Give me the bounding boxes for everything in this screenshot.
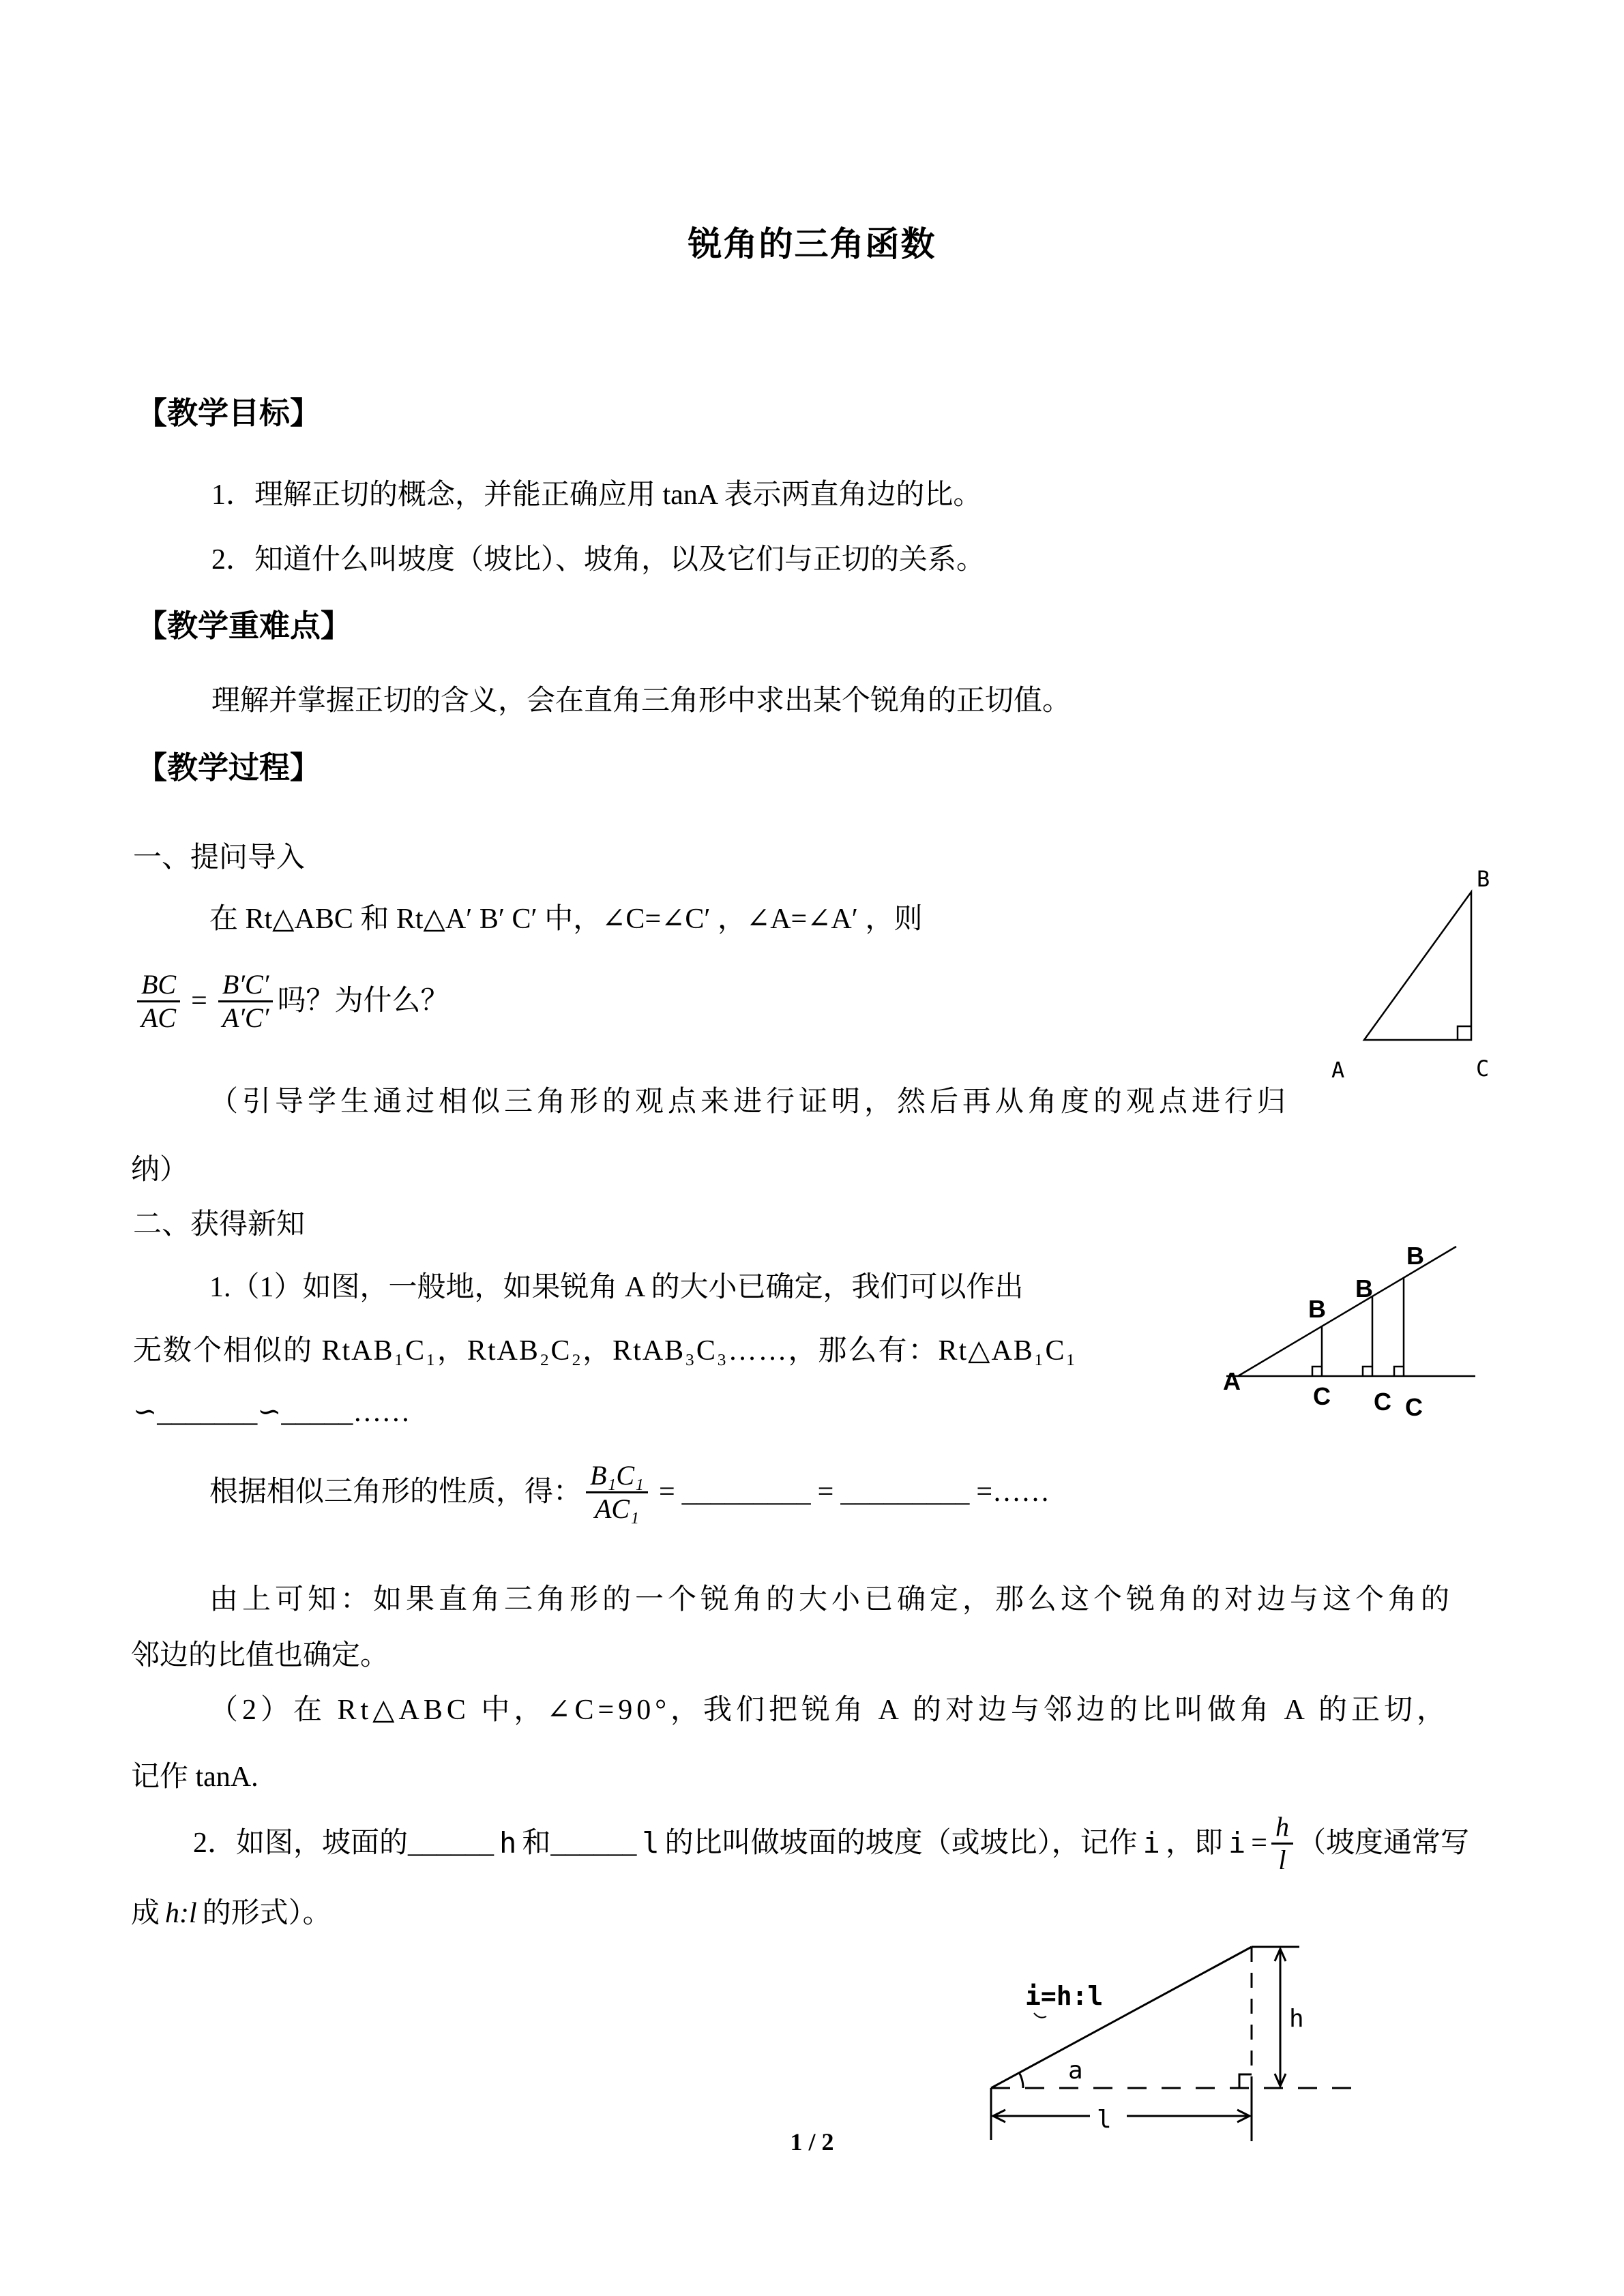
similar-triangles-edges bbox=[1226, 1247, 1475, 1376]
goals-item-2: 2．知道什么叫坡度（坡比）、坡角，以及它们与正切的关系。 bbox=[211, 544, 986, 576]
vertex-label-c: C bbox=[1476, 1056, 1490, 1082]
right-angle-marker bbox=[1239, 2074, 1252, 2088]
goals-item-1: 1．理解正切的概念，并能正确应用 tanA 表示两直角边的比。 bbox=[211, 479, 982, 511]
vertex-label-c3: C bbox=[1405, 1393, 1423, 1421]
slope-diagram-lines bbox=[991, 1947, 1364, 2141]
slope-mid-text: 和______ bbox=[522, 1827, 637, 1859]
equals-sign: = bbox=[817, 1476, 834, 1508]
formula-question-text: 吗？为什么？ bbox=[277, 985, 449, 1017]
right-angle-marker-2 bbox=[1363, 1367, 1372, 1376]
fraction-denominator: l bbox=[1278, 1844, 1286, 1875]
part1-formula bbox=[133, 960, 449, 1042]
figure-similar-triangles bbox=[1206, 1221, 1486, 1425]
slope-tail-text: （坡度通常写 bbox=[1297, 1827, 1469, 1859]
right-angle-marker-3 bbox=[1394, 1367, 1404, 1376]
fraction-denominator: AC bbox=[141, 1002, 177, 1033]
fraction-numerator: h bbox=[1271, 1811, 1293, 1845]
fraction-bprime-aprime bbox=[218, 969, 274, 1034]
slope-after-text: 的比叫做坡面的坡度（或坡比），记作 bbox=[664, 1827, 1138, 1859]
fraction-denominator: A′C′ bbox=[222, 1002, 269, 1033]
slope-lead-text: 2．如图，坡面的______ bbox=[193, 1827, 494, 1859]
page-number: 1 / 2 bbox=[790, 2128, 834, 2156]
part2-p1-line1: 1.（1）如图，一般地，如果锐角 A 的大小已确定，我们可以作出 bbox=[209, 1272, 1024, 1303]
part2-property-formula bbox=[209, 1451, 1057, 1533]
vertex-label-a: A bbox=[1331, 1057, 1345, 1083]
part2-conclusion-line1: 由上可知：如果直角三角形的一个锐角的大小已确定，那么这个锐角的对边与这个角的 bbox=[209, 1584, 1454, 1615]
part1-guide-line2: 纳） bbox=[131, 1154, 189, 1186]
part2-slope-line1 bbox=[193, 1806, 1469, 1881]
triangle-edges bbox=[1364, 892, 1471, 1040]
fraction-h-l bbox=[1271, 1811, 1293, 1876]
slope-equals: = bbox=[1251, 1827, 1267, 1859]
part2-tangent-line1: （2）在 Rt△ABC 中，∠C=90°，我们把锐角 A 的对边与邻边的比叫做角 A 的正切， bbox=[209, 1695, 1450, 1726]
right-angle-marker bbox=[1458, 1026, 1471, 1040]
goals-header: 【教学目标】 bbox=[136, 396, 321, 430]
fraction-bc-ac bbox=[137, 969, 180, 1034]
keypoints-header: 【教学重难点】 bbox=[136, 609, 352, 643]
angle-arc bbox=[1019, 2072, 1023, 2088]
slope-mid2-text: ，即 bbox=[1165, 1827, 1223, 1859]
equals-dots: =…… bbox=[976, 1476, 1050, 1508]
l-label: l bbox=[1097, 2106, 1112, 2134]
part2-conclusion-line2: 邻边的比值也确定。 bbox=[131, 1640, 389, 1671]
page-title: 锐角的三角函数 bbox=[688, 225, 936, 263]
part2-p1-line2: 无数个相似的 RtAB₁C₁，RtAB₂C₂，RtAB₃C₃……，那么有：Rt△AB₁C₁ bbox=[133, 1335, 1078, 1367]
slope-h-symbol: h bbox=[499, 1825, 517, 1860]
part2-slope-line2 bbox=[131, 1896, 331, 1932]
equals-sign: = bbox=[191, 985, 207, 1017]
fraction-numerator: BC bbox=[137, 969, 180, 1002]
figure-slope-diagram bbox=[955, 1937, 1378, 2158]
slope-formula-label: i=h:l bbox=[1025, 1981, 1104, 2011]
fraction-numerator: B₁C₁ bbox=[586, 1460, 648, 1493]
equals-sign: = bbox=[658, 1476, 675, 1508]
slope-line2-pre: 成 bbox=[131, 1898, 160, 1929]
slope-i-symbol: i bbox=[1228, 1825, 1246, 1860]
part2-heading: 二、获得新知 bbox=[133, 1209, 306, 1240]
slope-surface-line bbox=[991, 1947, 1252, 2088]
process-header: 【教学过程】 bbox=[136, 751, 321, 785]
slope-l-symbol: l bbox=[642, 1825, 660, 1860]
part1-guide-line1: （引导学生通过相似三角形的观点来进行证明，然后再从角度的观点进行归 bbox=[209, 1086, 1290, 1118]
part1-heading: 一、提问导入 bbox=[133, 842, 306, 874]
part2-tangent-line2: 记作 tanA. bbox=[131, 1761, 259, 1793]
fraction-denominator: AC₁ bbox=[594, 1493, 639, 1524]
vertex-label-c1: C bbox=[1313, 1382, 1331, 1410]
slope-i-symbol: i bbox=[1142, 1825, 1160, 1860]
label-pointer-tick bbox=[1034, 2013, 1046, 2018]
h-label: h bbox=[1289, 2005, 1304, 2033]
property-lead-text: 根据相似三角形的性质，得： bbox=[209, 1476, 582, 1508]
slope-line2-formula: h:l bbox=[165, 1898, 197, 1929]
vertex-label-b1: B bbox=[1308, 1295, 1326, 1323]
slope-line2-post: 的形式）。 bbox=[202, 1898, 331, 1929]
part1-line1: 在 Rt△ABC 和 Rt△A′ B′ C′ 中，∠C=∠C′ ，∠A=∠A′ ，则 bbox=[209, 904, 923, 935]
figure-right-triangle bbox=[1323, 852, 1521, 1084]
vertex-label-b2: B bbox=[1355, 1274, 1373, 1302]
triangle-outline bbox=[1364, 892, 1471, 1040]
fraction-b1c1-ac1 bbox=[586, 1460, 648, 1525]
part2-p1-line3: ∽_______∽_____…… bbox=[133, 1397, 411, 1428]
fraction-numerator: B′C′ bbox=[218, 969, 274, 1002]
vertex-label-b: B bbox=[1477, 866, 1490, 892]
blank-line-1: _________ bbox=[681, 1476, 811, 1508]
right-angle-marker-1 bbox=[1312, 1367, 1322, 1376]
angle-label: a bbox=[1068, 2057, 1083, 2085]
vertex-label-c2: C bbox=[1374, 1388, 1391, 1416]
vertex-label-a: A bbox=[1223, 1367, 1241, 1395]
vertex-label-b3: B bbox=[1406, 1242, 1424, 1270]
keypoints-body: 理解并掌握正切的含义，会在直角三角形中求出某个锐角的正切值。 bbox=[211, 685, 1072, 717]
blank-line-2: _________ bbox=[840, 1476, 970, 1508]
